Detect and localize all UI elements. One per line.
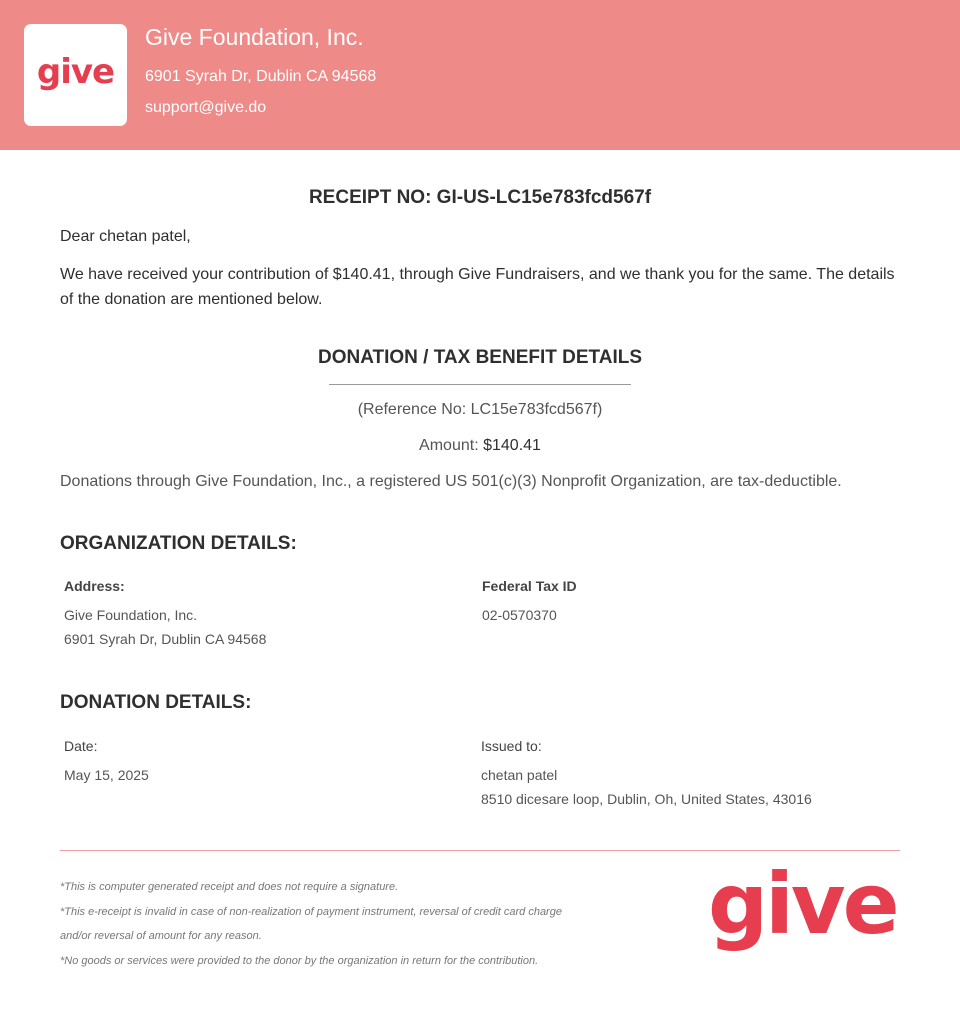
amount-label: Amount: <box>419 437 479 454</box>
issued-to-address: 8510 dicesare loop, Dublin, Oh, United States, 43016 <box>481 791 812 807</box>
give-footer-logo: give <box>708 855 897 953</box>
tax-benefit-title: DONATION / TAX BENEFIT DETAILS <box>317 347 643 368</box>
federal-tax-id-label: Federal Tax ID <box>482 578 577 594</box>
tax-deductible-note: Donations through Give Foundation, Inc., a registered US 501(c)(3) Nonprofit Organization, are tax-deductible. <box>60 473 842 490</box>
give-logo-text: give <box>36 52 115 92</box>
org-address: 6901 Syrah Dr, Dublin CA 94568 <box>145 68 377 85</box>
donation-details-heading: DONATION DETAILS: <box>60 692 252 713</box>
amount-line <box>0 437 960 455</box>
org-name: Give Foundation, Inc. <box>145 24 364 50</box>
footnote-invalid-line1: *This e-receipt is invalid in case of non-realization of payment instrument, reversal of credit card charge <box>60 906 562 918</box>
amount-value: $140.41 <box>483 437 541 454</box>
footer-divider <box>60 850 900 851</box>
footnote-no-goods: *No goods or services were provided to the donor by the organization in return for the contribution. <box>60 955 539 967</box>
reference-number: (Reference No: LC15e783fcd567f) <box>357 401 603 418</box>
footnote-signature: *This is computer generated receipt and does not require a signature. <box>60 881 399 893</box>
issued-to-label: Issued to: <box>481 738 542 754</box>
section-divider <box>329 384 631 385</box>
salutation: Dear chetan patel, <box>60 228 191 245</box>
organization-details-heading: ORGANIZATION DETAILS: <box>60 533 297 554</box>
org-email: support@give.do <box>145 99 267 116</box>
federal-tax-id-value: 02-0570370 <box>482 607 557 623</box>
address-label: Address: <box>64 578 125 594</box>
intro-paragraph: We have received your contribution of $140.41, through Give Fundraisers, and we thank you for the same. The details of the donation are mentioned below. <box>60 266 895 308</box>
header-banner <box>0 0 960 150</box>
issued-to-name: chetan patel <box>481 767 558 783</box>
give-logo-badge <box>24 24 127 126</box>
footnote-invalid-line2: and/or reversal of amount for any reason. <box>60 930 262 942</box>
receipt-number: RECEIPT NO: GI-US-LC15e783fcd567f <box>308 187 652 208</box>
org-address-line1: Give Foundation, Inc. <box>64 607 198 623</box>
org-address-line2: 6901 Syrah Dr, Dublin CA 94568 <box>64 631 267 647</box>
date-label: Date: <box>64 738 98 754</box>
date-value: May 15, 2025 <box>64 767 149 783</box>
